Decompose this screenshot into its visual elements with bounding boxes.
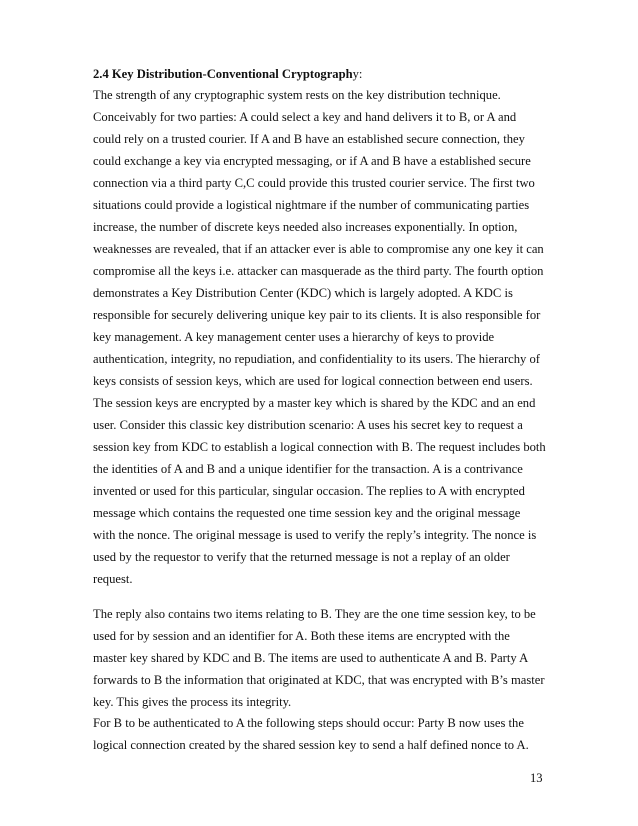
paragraph-line: key. This gives the process its integrity. — [93, 695, 292, 709]
page-number: 13 — [530, 771, 543, 785]
paragraph-line: The strength of any cryptographic system rests on the key distribution technique. — [93, 88, 501, 102]
paragraph-line: invented or used for this particular, singular occasion. The replies to A with encrypted — [93, 484, 525, 498]
paragraph-line: authentication, integrity, no repudiation, and confidentiality to its users. The hierarchy of — [93, 352, 540, 366]
paragraph-line: The reply also contains two items relating to B. They are the one time session key, to be — [93, 607, 536, 621]
paragraph-line: session key from KDC to establish a logical connection with B. The request includes both — [93, 440, 546, 454]
paragraph-line: keys consists of session keys, which are used for logical connection between end users. — [93, 374, 533, 388]
paragraph-line: For B to be authenticated to A the following steps should occur: Party B now uses the — [93, 716, 524, 730]
section-heading-tail: y: — [352, 67, 363, 81]
paragraph-line: request. — [93, 572, 133, 586]
paragraph-line: increase, the number of discrete keys needed also increases exponentially. In option, — [93, 220, 518, 234]
paragraph-line: with the nonce. The original message is used to verify the reply’s integrity. The nonce is — [93, 528, 537, 542]
paragraph-line: user. Consider this classic key distribution scenario: A uses his secret key to request a — [93, 418, 523, 432]
paragraph-line: forwards to B the information that originated at KDC, that was encrypted with B’s master — [93, 673, 545, 687]
paragraph-line: message which contains the requested one time session key and the original message — [93, 506, 521, 520]
paragraph-line: master key shared by KDC and B. The items are used to authenticate A and B. Party A — [93, 651, 529, 665]
section-heading — [93, 66, 362, 82]
paragraph-line: used by the requestor to verify that the returned message is not a replay of an older — [93, 550, 510, 564]
paragraph-line: compromise all the keys i.e. attacker can masquerade as the third party. The fourth option — [93, 264, 544, 278]
paragraph-line: responsible for securely delivering unique key pair to its clients. It is also responsible for — [93, 308, 541, 322]
paragraph-line: Conceivably for two parties: A could select a key and hand delivers it to B, or A and — [93, 110, 517, 124]
paragraph-line: demonstrates a Key Distribution Center (KDC) which is largely adopted. A KDC is — [93, 286, 513, 300]
paragraph-line: could exchange a key via encrypted messaging, or if A and B have a established secure — [93, 154, 531, 168]
paragraph-line: the identities of A and B and a unique identifier for the transaction. A is a contrivance — [93, 462, 523, 476]
paragraph-line: situations could provide a logistical nightmare if the number of communicating parties — [93, 198, 530, 212]
paragraph-line: connection via a third party C,C could provide this trusted courier service. The first two — [93, 176, 535, 190]
paragraph-line: logical connection created by the shared session key to send a half defined nonce to A. — [93, 738, 529, 752]
paragraph-line: key management. A key management center uses a hierarchy of keys to provide — [93, 330, 495, 344]
paragraph-line: weaknesses are revealed, that if an attacker ever is able to compromise any one key it can — [93, 242, 544, 256]
section-heading-bold: 2.4 Key Distribution-Conventional Cryptograph — [93, 67, 353, 81]
paragraph-line: The session keys are encrypted by a master key which is shared by the KDC and an end — [93, 396, 536, 410]
paragraph-line: could rely on a trusted courier. If A and B have an established secure connection, they — [93, 132, 525, 146]
paragraph-line: used for by session and an identifier for A. Both these items are encrypted with the — [93, 629, 510, 643]
